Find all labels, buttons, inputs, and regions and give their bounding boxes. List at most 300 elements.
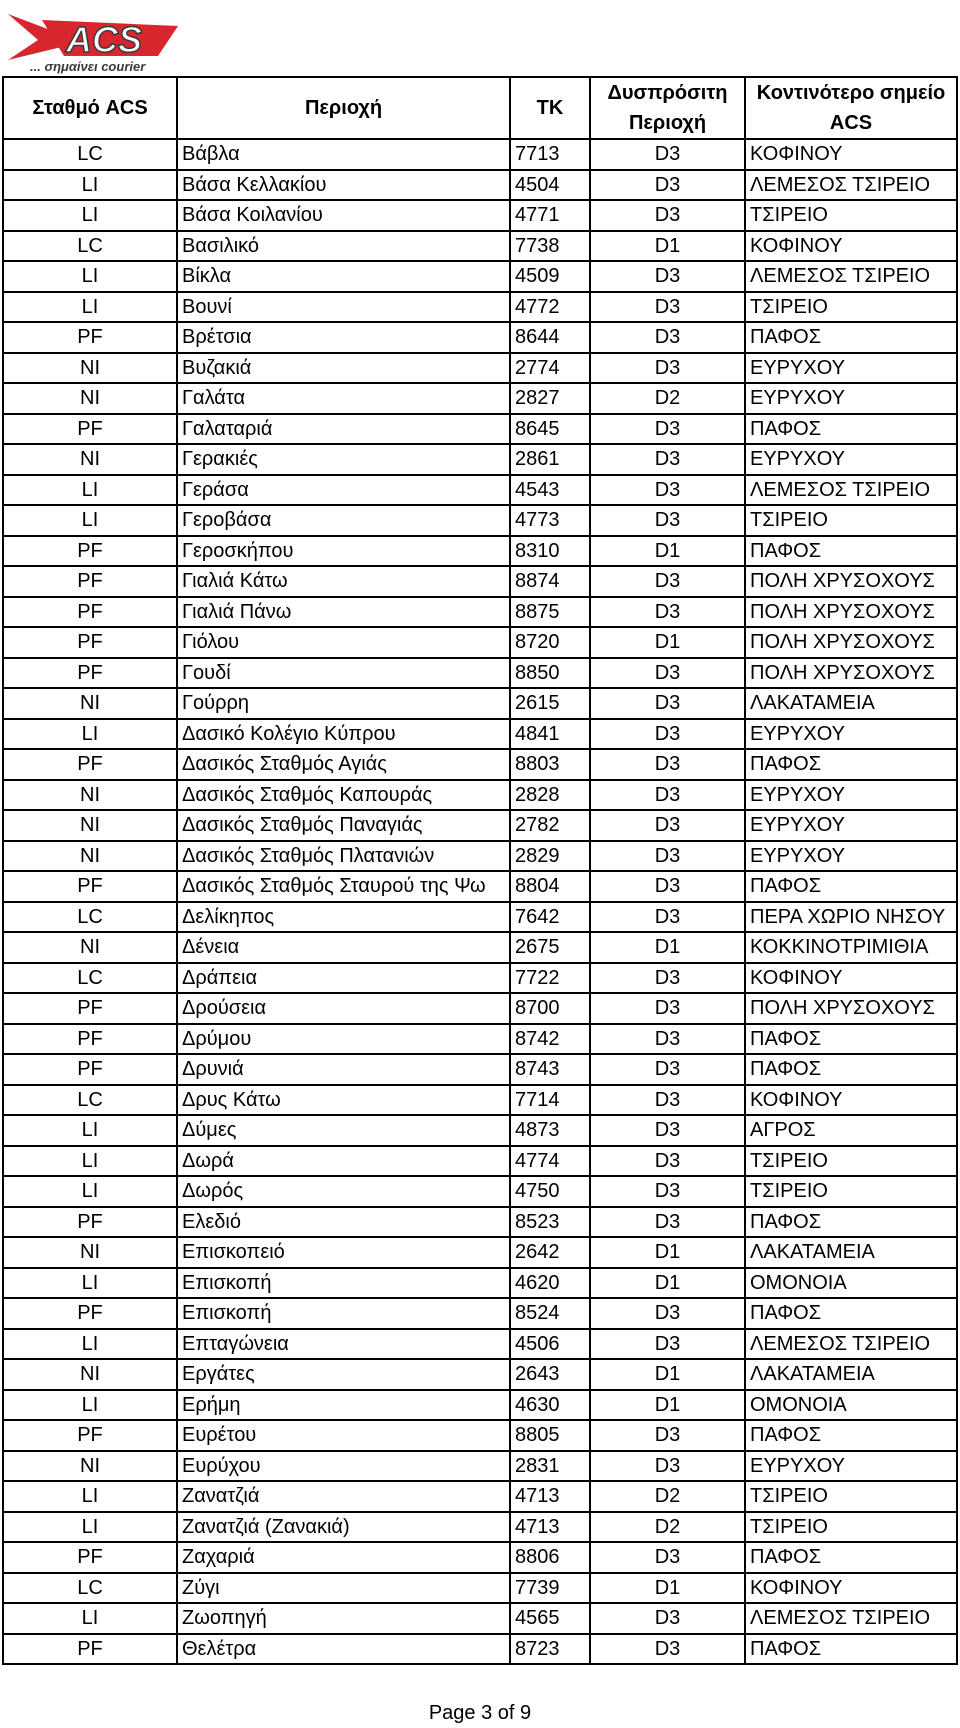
cell-area: Γούρρη bbox=[177, 688, 510, 719]
table-row bbox=[3, 261, 957, 292]
cell-area: Βουνί bbox=[177, 292, 510, 323]
cell-nearest: ΠΟΛΗ ΧΡΥΣΟΧΟΥΣ bbox=[745, 658, 957, 689]
cell-nearest: ΛΕΜΕΣΟΣ ΤΣΙΡΕΙΟ bbox=[745, 1329, 957, 1360]
cell-zone: D3 bbox=[590, 749, 745, 780]
cell-zone: D3 bbox=[590, 1451, 745, 1482]
cell-zone: D1 bbox=[590, 1359, 745, 1390]
table-row bbox=[3, 902, 957, 933]
cell-tk: 8874 bbox=[510, 566, 590, 597]
cell-station: LI bbox=[3, 1146, 177, 1177]
cell-station: NI bbox=[3, 932, 177, 963]
cell-nearest: ΠΟΛΗ ΧΡΥΣΟΧΟΥΣ bbox=[745, 597, 957, 628]
cell-area: Βυζακιά bbox=[177, 353, 510, 384]
cell-station: PF bbox=[3, 536, 177, 567]
cell-area: Δασικός Σταθμός Παναγιάς bbox=[177, 810, 510, 841]
table-row bbox=[3, 1115, 957, 1146]
cell-area: Γερακιές bbox=[177, 444, 510, 475]
cell-tk: 8850 bbox=[510, 658, 590, 689]
cell-tk: 2829 bbox=[510, 841, 590, 872]
cell-zone: D1 bbox=[590, 536, 745, 567]
cell-tk: 2828 bbox=[510, 780, 590, 811]
cell-station: PF bbox=[3, 749, 177, 780]
header-tk: ΤΚ bbox=[510, 77, 590, 139]
cell-zone: D2 bbox=[590, 383, 745, 414]
cell-zone: D3 bbox=[590, 353, 745, 384]
cell-zone: D3 bbox=[590, 1024, 745, 1055]
cell-station: LI bbox=[3, 1390, 177, 1421]
cell-zone: D3 bbox=[590, 871, 745, 902]
cell-zone: D1 bbox=[590, 627, 745, 658]
header-area: Περιοχή bbox=[177, 77, 510, 139]
cell-nearest: ΠΑΦΟΣ bbox=[745, 536, 957, 567]
cell-area: Επισκοπή bbox=[177, 1298, 510, 1329]
cell-zone: D3 bbox=[590, 688, 745, 719]
table-row bbox=[3, 322, 957, 353]
cell-nearest: ΚΟΦΙΝΟΥ bbox=[745, 139, 957, 170]
cell-zone: D3 bbox=[590, 1176, 745, 1207]
cell-zone: D3 bbox=[590, 1634, 745, 1665]
cell-area: Βάβλα bbox=[177, 139, 510, 170]
cell-zone: D3 bbox=[590, 414, 745, 445]
cell-zone: D3 bbox=[590, 719, 745, 750]
table-row bbox=[3, 1146, 957, 1177]
cell-tk: 8875 bbox=[510, 597, 590, 628]
cell-nearest: ΛΕΜΕΣΟΣ ΤΣΙΡΕΙΟ bbox=[745, 475, 957, 506]
cell-nearest: ΤΣΙΡΕΙΟ bbox=[745, 200, 957, 231]
cell-zone: D3 bbox=[590, 475, 745, 506]
cell-area: Βίκλα bbox=[177, 261, 510, 292]
cell-tk: 4713 bbox=[510, 1512, 590, 1543]
cell-tk: 4630 bbox=[510, 1390, 590, 1421]
table-row bbox=[3, 780, 957, 811]
cell-station: LI bbox=[3, 1115, 177, 1146]
cell-station: LC bbox=[3, 963, 177, 994]
cell-station: LI bbox=[3, 1268, 177, 1299]
table-row bbox=[3, 414, 957, 445]
cell-zone: D1 bbox=[590, 932, 745, 963]
table-row bbox=[3, 231, 957, 262]
cell-station: LI bbox=[3, 1329, 177, 1360]
table-row bbox=[3, 719, 957, 750]
cell-area: Ερήμη bbox=[177, 1390, 510, 1421]
cell-zone: D1 bbox=[590, 1390, 745, 1421]
cell-station: PF bbox=[3, 658, 177, 689]
cell-station: LI bbox=[3, 170, 177, 201]
cell-area: Δρυς Κάτω bbox=[177, 1085, 510, 1116]
cell-station: NI bbox=[3, 1359, 177, 1390]
cell-tk: 2861 bbox=[510, 444, 590, 475]
cell-tk: 4504 bbox=[510, 170, 590, 201]
page-number: Page 3 of 9 bbox=[428, 1702, 532, 1724]
cell-nearest: ΤΣΙΡΕΙΟ bbox=[745, 1176, 957, 1207]
cell-station: LI bbox=[3, 475, 177, 506]
table-row bbox=[3, 475, 957, 506]
table-row bbox=[3, 444, 957, 475]
cell-zone: D1 bbox=[590, 1237, 745, 1268]
header-nearest-line1: Κοντινότερο σημείο bbox=[756, 82, 946, 104]
cell-tk: 4774 bbox=[510, 1146, 590, 1177]
cell-nearest: ΠΑΦΟΣ bbox=[745, 1207, 957, 1238]
cell-zone: D3 bbox=[590, 1298, 745, 1329]
cell-tk: 2774 bbox=[510, 353, 590, 384]
table-row bbox=[3, 292, 957, 323]
cell-station: PF bbox=[3, 1298, 177, 1329]
cell-station: NI bbox=[3, 841, 177, 872]
cell-area: Ζύγι bbox=[177, 1573, 510, 1604]
cell-station: LC bbox=[3, 902, 177, 933]
logo-brand-text: ACS bbox=[66, 19, 143, 60]
cell-nearest: ΤΣΙΡΕΙΟ bbox=[745, 1481, 957, 1512]
cell-station: NI bbox=[3, 353, 177, 384]
cell-station: PF bbox=[3, 627, 177, 658]
cell-nearest: ΤΣΙΡΕΙΟ bbox=[745, 1146, 957, 1177]
cell-nearest: ΠΑΦΟΣ bbox=[745, 322, 957, 353]
logo-tagline-text: ... σημαίνει courier bbox=[30, 59, 146, 74]
cell-station: NI bbox=[3, 1237, 177, 1268]
cell-nearest: ΚΟΦΙΝΟΥ bbox=[745, 1085, 957, 1116]
table-row bbox=[3, 1237, 957, 1268]
cell-station: LC bbox=[3, 1573, 177, 1604]
cell-nearest: ΚΟΦΙΝΟΥ bbox=[745, 1573, 957, 1604]
cell-nearest: ΠΑΦΟΣ bbox=[745, 749, 957, 780]
cell-nearest: ΤΣΙΡΕΙΟ bbox=[745, 292, 957, 323]
cell-zone: D3 bbox=[590, 1146, 745, 1177]
cell-area: Γιόλου bbox=[177, 627, 510, 658]
cell-nearest: ΛΕΜΕΣΟΣ ΤΣΙΡΕΙΟ bbox=[745, 170, 957, 201]
cell-zone: D3 bbox=[590, 902, 745, 933]
cell-nearest: ΕΥΡΥΧΟΥ bbox=[745, 383, 957, 414]
cell-zone: D3 bbox=[590, 1054, 745, 1085]
cell-area: Δελίκηπος bbox=[177, 902, 510, 933]
cell-area: Βάσα Κοιλανίου bbox=[177, 200, 510, 231]
table-row bbox=[3, 139, 957, 170]
table-row bbox=[3, 1603, 957, 1634]
cell-zone: D2 bbox=[590, 1512, 745, 1543]
cell-nearest: ΠΑΦΟΣ bbox=[745, 1634, 957, 1665]
cell-area: Ζωοπηγή bbox=[177, 1603, 510, 1634]
cell-station: PF bbox=[3, 1054, 177, 1085]
cell-zone: D3 bbox=[590, 597, 745, 628]
cell-nearest: ΠΑΦΟΣ bbox=[745, 1298, 957, 1329]
cell-tk: 2675 bbox=[510, 932, 590, 963]
cell-tk: 4713 bbox=[510, 1481, 590, 1512]
cell-tk: 7713 bbox=[510, 139, 590, 170]
table-row bbox=[3, 1298, 957, 1329]
table-row bbox=[3, 1634, 957, 1665]
cell-zone: D3 bbox=[590, 658, 745, 689]
table-row bbox=[3, 1024, 957, 1055]
cell-station: LC bbox=[3, 231, 177, 262]
cell-tk: 4750 bbox=[510, 1176, 590, 1207]
cell-zone: D3 bbox=[590, 1603, 745, 1634]
cell-station: LC bbox=[3, 139, 177, 170]
cell-area: Επισκοπή bbox=[177, 1268, 510, 1299]
header-nearest-line2: ACS bbox=[829, 112, 873, 134]
cell-area: Ευρύχου bbox=[177, 1451, 510, 1482]
cell-nearest: ΠΟΛΗ ΧΡΥΣΟΧΟΥΣ bbox=[745, 627, 957, 658]
table-row bbox=[3, 566, 957, 597]
table-row bbox=[3, 1054, 957, 1085]
cell-station: NI bbox=[3, 810, 177, 841]
cell-zone: D3 bbox=[590, 1329, 745, 1360]
cell-tk: 2782 bbox=[510, 810, 590, 841]
cell-zone: D3 bbox=[590, 1085, 745, 1116]
table-row bbox=[3, 536, 957, 567]
cell-zone: D3 bbox=[590, 261, 745, 292]
cell-station: NI bbox=[3, 780, 177, 811]
cell-station: NI bbox=[3, 1451, 177, 1482]
cell-tk: 7738 bbox=[510, 231, 590, 262]
cell-zone: D3 bbox=[590, 1115, 745, 1146]
cell-station: NI bbox=[3, 444, 177, 475]
cell-zone: D3 bbox=[590, 292, 745, 323]
cell-nearest: ΠΑΦΟΣ bbox=[745, 871, 957, 902]
cell-station: LI bbox=[3, 292, 177, 323]
table-row bbox=[3, 1268, 957, 1299]
table-header-row bbox=[3, 77, 957, 139]
cell-nearest: ΕΥΡΥΧΟΥ bbox=[745, 353, 957, 384]
cell-area: Θελέτρα bbox=[177, 1634, 510, 1665]
cell-area: Ζανατζιά (Ζανακιά) bbox=[177, 1512, 510, 1543]
cell-tk: 4620 bbox=[510, 1268, 590, 1299]
cell-zone: D1 bbox=[590, 1573, 745, 1604]
cell-area: Δρυνιά bbox=[177, 1054, 510, 1085]
cell-tk: 2615 bbox=[510, 688, 590, 719]
cell-area: Δασικός Σταθμός Καπουράς bbox=[177, 780, 510, 811]
acs-logo bbox=[8, 12, 180, 74]
cell-tk: 8742 bbox=[510, 1024, 590, 1055]
cell-area: Δωρά bbox=[177, 1146, 510, 1177]
cell-station: PF bbox=[3, 597, 177, 628]
table-row bbox=[3, 688, 957, 719]
table-row bbox=[3, 1420, 957, 1451]
cell-tk: 4543 bbox=[510, 475, 590, 506]
cell-nearest: ΟΜΟΝΟΙΑ bbox=[745, 1268, 957, 1299]
cell-area: Γεροβάσα bbox=[177, 505, 510, 536]
cell-area: Βασιλικό bbox=[177, 231, 510, 262]
acs-logo-graphic bbox=[8, 12, 180, 74]
cell-tk: 8720 bbox=[510, 627, 590, 658]
cell-tk: 2642 bbox=[510, 1237, 590, 1268]
cell-nearest: ΠΑΦΟΣ bbox=[745, 1420, 957, 1451]
cell-area: Ελεδιό bbox=[177, 1207, 510, 1238]
table-row bbox=[3, 597, 957, 628]
cell-tk: 4771 bbox=[510, 200, 590, 231]
table-row bbox=[3, 1512, 957, 1543]
cell-area: Γαλαταριά bbox=[177, 414, 510, 445]
cell-tk: 4841 bbox=[510, 719, 590, 750]
cell-tk: 8310 bbox=[510, 536, 590, 567]
table-row bbox=[3, 627, 957, 658]
table-row bbox=[3, 963, 957, 994]
cell-area: Βρέτσια bbox=[177, 322, 510, 353]
cell-area: Γεροσκήπου bbox=[177, 536, 510, 567]
cell-tk: 7739 bbox=[510, 1573, 590, 1604]
cell-tk: 8645 bbox=[510, 414, 590, 445]
cell-area: Ζαχαριά bbox=[177, 1542, 510, 1573]
table-row bbox=[3, 353, 957, 384]
area-table-container bbox=[2, 76, 956, 1665]
cell-area: Δένεια bbox=[177, 932, 510, 963]
cell-nearest: ΠΕΡΑ ΧΩΡΙΟ ΝΗΣΟΥ bbox=[745, 902, 957, 933]
header-remote-area bbox=[590, 77, 745, 139]
cell-station: LI bbox=[3, 1603, 177, 1634]
cell-station: LI bbox=[3, 505, 177, 536]
cell-tk: 8805 bbox=[510, 1420, 590, 1451]
cell-station: LI bbox=[3, 1512, 177, 1543]
cell-area: Γεράσα bbox=[177, 475, 510, 506]
cell-station: PF bbox=[3, 1634, 177, 1665]
cell-area: Δασικό Κολέγιο Κύπρου bbox=[177, 719, 510, 750]
cell-zone: D3 bbox=[590, 810, 745, 841]
table-row bbox=[3, 505, 957, 536]
cell-tk: 8743 bbox=[510, 1054, 590, 1085]
table-row bbox=[3, 1359, 957, 1390]
table-row bbox=[3, 1451, 957, 1482]
header-remote-line2: Περιοχή bbox=[628, 112, 707, 134]
table-row bbox=[3, 1390, 957, 1421]
cell-tk: 8523 bbox=[510, 1207, 590, 1238]
cell-area: Γιαλιά Πάνω bbox=[177, 597, 510, 628]
table-row bbox=[3, 1573, 957, 1604]
cell-station: NI bbox=[3, 383, 177, 414]
cell-area: Δράπεια bbox=[177, 963, 510, 994]
cell-station: LC bbox=[3, 1085, 177, 1116]
cell-nearest: ΠΑΦΟΣ bbox=[745, 1542, 957, 1573]
cell-zone: D3 bbox=[590, 200, 745, 231]
cell-tk: 2643 bbox=[510, 1359, 590, 1390]
cell-area: Δασικός Σταθμός Αγιάς bbox=[177, 749, 510, 780]
cell-area: Γαλάτα bbox=[177, 383, 510, 414]
cell-nearest: ΚΟΚΚΙΝΟΤΡΙΜΙΘΙΑ bbox=[745, 932, 957, 963]
cell-tk: 2831 bbox=[510, 1451, 590, 1482]
cell-area: Γιαλιά Κάτω bbox=[177, 566, 510, 597]
cell-area: Εργάτες bbox=[177, 1359, 510, 1390]
cell-tk: 8723 bbox=[510, 1634, 590, 1665]
table-row bbox=[3, 841, 957, 872]
cell-zone: D3 bbox=[590, 444, 745, 475]
cell-tk: 2827 bbox=[510, 383, 590, 414]
cell-nearest: ΛΕΜΕΣΟΣ ΤΣΙΡΕΙΟ bbox=[745, 261, 957, 292]
cell-nearest: ΚΟΦΙΝΟΥ bbox=[745, 231, 957, 262]
cell-station: LI bbox=[3, 1176, 177, 1207]
table-row bbox=[3, 1481, 957, 1512]
cell-station: PF bbox=[3, 414, 177, 445]
cell-area: Δωρός bbox=[177, 1176, 510, 1207]
cell-zone: D3 bbox=[590, 322, 745, 353]
cell-zone: D3 bbox=[590, 1207, 745, 1238]
header-remote-line1: Δυσπρόσιτη bbox=[607, 82, 728, 104]
table-row bbox=[3, 993, 957, 1024]
cell-zone: D2 bbox=[590, 1481, 745, 1512]
cell-nearest: ΚΟΦΙΝΟΥ bbox=[745, 963, 957, 994]
cell-nearest: ΑΓΡΟΣ bbox=[745, 1115, 957, 1146]
cell-zone: D1 bbox=[590, 1268, 745, 1299]
cell-area: Επισκοπειό bbox=[177, 1237, 510, 1268]
cell-tk: 4873 bbox=[510, 1115, 590, 1146]
cell-nearest: ΠΑΦΟΣ bbox=[745, 414, 957, 445]
cell-tk: 4509 bbox=[510, 261, 590, 292]
cell-area: Δρούσεια bbox=[177, 993, 510, 1024]
table-row bbox=[3, 1329, 957, 1360]
cell-area: Γουδί bbox=[177, 658, 510, 689]
cell-tk: 7642 bbox=[510, 902, 590, 933]
cell-area: Δρύμου bbox=[177, 1024, 510, 1055]
cell-nearest: ΠΑΦΟΣ bbox=[745, 1054, 957, 1085]
cell-tk: 4565 bbox=[510, 1603, 590, 1634]
cell-area: Δασικός Σταθμός Σταυρού της Ψω bbox=[177, 871, 510, 902]
area-table bbox=[2, 76, 958, 1665]
cell-tk: 4506 bbox=[510, 1329, 590, 1360]
cell-nearest: ΤΣΙΡΕΙΟ bbox=[745, 1512, 957, 1543]
cell-zone: D3 bbox=[590, 1542, 745, 1573]
cell-tk: 8806 bbox=[510, 1542, 590, 1573]
cell-zone: D3 bbox=[590, 963, 745, 994]
table-row bbox=[3, 1085, 957, 1116]
cell-nearest: ΕΥΡΥΧΟΥ bbox=[745, 780, 957, 811]
cell-tk: 8803 bbox=[510, 749, 590, 780]
cell-zone: D1 bbox=[590, 231, 745, 262]
cell-nearest: ΕΥΡΥΧΟΥ bbox=[745, 841, 957, 872]
table-row bbox=[3, 170, 957, 201]
cell-nearest: ΠΟΛΗ ΧΡΥΣΟΧΟΥΣ bbox=[745, 993, 957, 1024]
cell-tk: 8804 bbox=[510, 871, 590, 902]
cell-station: PF bbox=[3, 871, 177, 902]
cell-nearest: ΠΑΦΟΣ bbox=[745, 1024, 957, 1055]
cell-area: Ευρέτου bbox=[177, 1420, 510, 1451]
cell-zone: D3 bbox=[590, 505, 745, 536]
cell-zone: D3 bbox=[590, 1420, 745, 1451]
cell-nearest: ΤΣΙΡΕΙΟ bbox=[745, 505, 957, 536]
cell-nearest: ΕΥΡΥΧΟΥ bbox=[745, 810, 957, 841]
table-row bbox=[3, 383, 957, 414]
table-row bbox=[3, 658, 957, 689]
table-row bbox=[3, 810, 957, 841]
cell-station: PF bbox=[3, 1024, 177, 1055]
cell-tk: 8700 bbox=[510, 993, 590, 1024]
table-row bbox=[3, 1176, 957, 1207]
cell-nearest: ΕΥΡΥΧΟΥ bbox=[745, 719, 957, 750]
cell-station: PF bbox=[3, 322, 177, 353]
cell-tk: 4773 bbox=[510, 505, 590, 536]
cell-zone: D3 bbox=[590, 566, 745, 597]
cell-area: Δύμες bbox=[177, 1115, 510, 1146]
cell-area: Δασικός Σταθμός Πλατανιών bbox=[177, 841, 510, 872]
cell-area: Επταγώνεια bbox=[177, 1329, 510, 1360]
cell-zone: D3 bbox=[590, 780, 745, 811]
cell-nearest: ΛΑΚΑΤΑΜΕΙΑ bbox=[745, 688, 957, 719]
cell-station: PF bbox=[3, 566, 177, 597]
cell-zone: D3 bbox=[590, 170, 745, 201]
cell-station: PF bbox=[3, 1542, 177, 1573]
table-row bbox=[3, 749, 957, 780]
table-row bbox=[3, 1207, 957, 1238]
cell-zone: D3 bbox=[590, 841, 745, 872]
cell-station: PF bbox=[3, 993, 177, 1024]
header-nearest-point bbox=[745, 77, 957, 139]
cell-station: LI bbox=[3, 261, 177, 292]
cell-nearest: ΛΑΚΑΤΑΜΕΙΑ bbox=[745, 1237, 957, 1268]
cell-nearest: ΠΟΛΗ ΧΡΥΣΟΧΟΥΣ bbox=[745, 566, 957, 597]
cell-station: PF bbox=[3, 1207, 177, 1238]
table-body bbox=[3, 139, 957, 1664]
cell-tk: 8524 bbox=[510, 1298, 590, 1329]
cell-zone: D3 bbox=[590, 993, 745, 1024]
cell-station: NI bbox=[3, 688, 177, 719]
cell-station: LI bbox=[3, 1481, 177, 1512]
cell-tk: 7714 bbox=[510, 1085, 590, 1116]
cell-area: Βάσα Κελλακίου bbox=[177, 170, 510, 201]
